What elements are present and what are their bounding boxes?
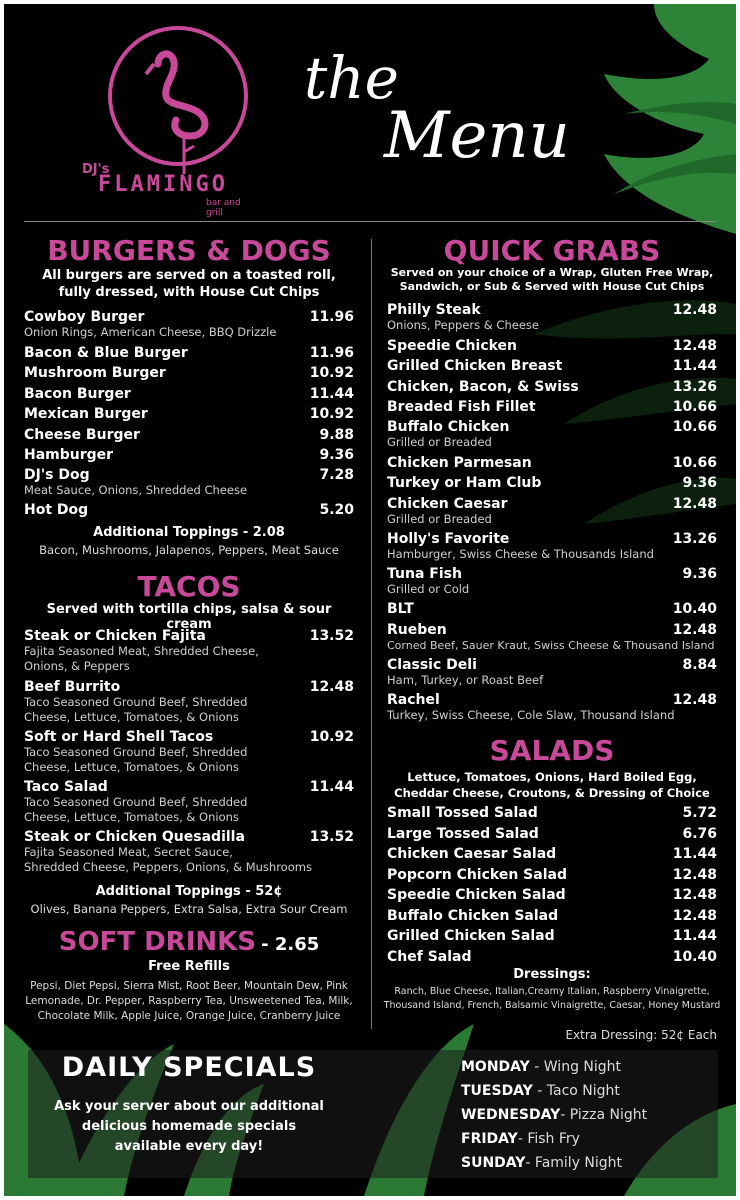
item-price: 10.92 — [309, 406, 354, 422]
item-name: Rachel — [387, 692, 440, 708]
item-name: Hot Dog — [24, 502, 89, 518]
burgers-subtitle-line2: fully dressed, with House Cut Chips — [58, 285, 320, 300]
item-price: 10.40 — [672, 601, 717, 617]
day-special: - Fish Fry — [517, 1131, 580, 1147]
item-price: 11.96 — [309, 309, 354, 325]
day-special: - Pizza Night — [560, 1107, 648, 1123]
day-name: SUNDAY — [461, 1155, 526, 1171]
menu-item — [387, 867, 717, 883]
item-name: Rueben — [387, 622, 447, 638]
item-price: 9.36 — [319, 447, 354, 463]
specials-days — [461, 1056, 721, 1176]
specials-line1: Ask your server about our additional — [54, 1099, 324, 1114]
item-name: Beef Burrito — [24, 679, 121, 695]
salads-title: SALADS — [489, 734, 615, 767]
drinks-list-line2: Lemonade, Dr. Pepper, Raspberry Tea, Unsweetened Tea, Milk, — [25, 995, 353, 1007]
item-name: Grilled Chicken Salad — [387, 928, 555, 944]
menu-item — [387, 379, 717, 395]
extra-dressing: Extra Dressing: 52¢ Each — [565, 1028, 717, 1042]
menu-item — [387, 887, 717, 903]
item-price: 13.52 — [309, 829, 354, 845]
item-price: 13.52 — [309, 628, 354, 644]
item-description: Fajita Seasoned Meat, Secret Sauce, — [24, 845, 233, 859]
item-description: Cheese, Lettuce, Tomatoes, & Onions — [24, 810, 239, 824]
item-name: Hamburger — [24, 447, 114, 463]
item-price: 11.44 — [309, 779, 354, 795]
right-column — [383, 232, 721, 1042]
specials-title: DAILY SPECIALS — [61, 1052, 317, 1083]
item-price: 12.48 — [309, 679, 354, 695]
item-price: 10.92 — [309, 365, 354, 381]
menu-item — [24, 365, 354, 381]
item-price: 11.44 — [672, 928, 717, 944]
item-name: Speedie Chicken Salad — [387, 887, 566, 903]
menu-item — [24, 406, 354, 422]
menu-item — [387, 805, 717, 821]
item-price: 11.44 — [672, 358, 717, 374]
menu-item — [387, 419, 717, 450]
item-name: Chicken, Bacon, & Swiss — [387, 379, 579, 395]
item-price: 13.26 — [672, 531, 717, 547]
menu-item — [387, 908, 717, 924]
item-price: 9.36 — [682, 475, 717, 491]
specials-left — [34, 1052, 344, 1157]
column-divider — [371, 239, 372, 1029]
drinks-list-line3: Chocolate Milk, Apple Juice, Orange Juice, Cranberry Juice — [37, 1010, 341, 1022]
day-row — [461, 1104, 721, 1128]
drinks-price: - 2.65 — [261, 934, 320, 955]
item-price: 7.28 — [319, 467, 354, 483]
item-price: 10.66 — [672, 455, 717, 471]
logo — [82, 24, 250, 218]
day-name: MONDAY — [461, 1059, 530, 1075]
drinks-list-line1: Pepsi, Diet Pepsi, Sierra Mist, Root Beer, Mountain Dew, Pink — [30, 980, 348, 992]
item-description: Cheese, Lettuce, Tomatoes, & Onions — [24, 760, 239, 774]
heading-menu: Menu — [384, 99, 570, 173]
menu-item — [24, 427, 354, 443]
item-price: 6.76 — [682, 826, 717, 842]
item-name: Bacon Burger — [24, 386, 131, 402]
menu-item — [387, 826, 717, 842]
drinks-heading — [24, 927, 354, 957]
menu-item — [24, 447, 354, 463]
item-name: Turkey or Ham Club — [387, 475, 542, 491]
item-description: Grilled or Breaded — [387, 512, 492, 526]
item-name: Mexican Burger — [24, 406, 148, 422]
menu-item — [387, 846, 717, 862]
item-price: 12.48 — [672, 302, 717, 318]
salads-subtitle-line1: Lettuce, Tomatoes, Onions, Hard Boiled Egg, — [407, 770, 697, 784]
day-row — [461, 1056, 721, 1080]
item-name: Breaded Fish Fillet — [387, 399, 536, 415]
day-row — [461, 1152, 721, 1176]
item-price: 12.48 — [672, 338, 717, 354]
menu-item — [387, 601, 717, 617]
menu-item — [24, 829, 354, 875]
item-price: 13.26 — [672, 379, 717, 395]
specials-line2: delicious homemade specials — [81, 1119, 297, 1134]
left-column — [24, 232, 354, 1032]
item-description: Cheese, Lettuce, Tomatoes, & Onions — [24, 710, 239, 724]
item-price: 12.48 — [672, 887, 717, 903]
item-name: Philly Steak — [387, 302, 481, 318]
menu-item — [387, 338, 717, 354]
item-description: Taco Seasoned Ground Beef, Shredded — [24, 695, 248, 709]
item-price: 11.96 — [309, 345, 354, 361]
menu-item — [387, 622, 717, 653]
menu-item — [387, 566, 717, 597]
item-description: Taco Seasoned Ground Beef, Shredded — [24, 745, 248, 759]
quick-subtitle-line1: Served on your choice of a Wrap, Gluten Free Wrap, — [390, 266, 714, 279]
item-description: Onion Rings, American Cheese, BBQ Drizzle — [24, 325, 277, 339]
item-name: Cheese Burger — [24, 427, 140, 443]
menu-item — [387, 455, 717, 471]
tacos-title: TACOS — [137, 570, 241, 603]
item-price: 11.44 — [672, 846, 717, 862]
item-description: Ham, Turkey, or Roast Beef — [387, 673, 544, 687]
item-description: Taco Seasoned Ground Beef, Shredded — [24, 795, 248, 809]
day-special: - Wing Night — [529, 1059, 622, 1075]
item-name: Chicken Parmesan — [387, 455, 532, 471]
day-name: WEDNESDAY — [461, 1107, 561, 1123]
quick-title: QUICK GRABS — [443, 234, 661, 267]
item-price: 9.36 — [682, 566, 717, 582]
item-name: Small Tossed Salad — [387, 805, 538, 821]
menu-item — [387, 531, 717, 562]
item-description: Onions, & Peppers — [24, 659, 130, 673]
flamingo-icon — [106, 24, 250, 174]
item-name: Bacon & Blue Burger — [24, 345, 188, 361]
item-description: Meat Sauce, Onions, Shredded Cheese — [24, 483, 248, 497]
item-name: Chicken Caesar Salad — [387, 846, 557, 862]
item-name: Large Tossed Salad — [387, 826, 539, 842]
item-description: Turkey, Swiss Cheese, Cole Slaw, Thousand Island — [387, 708, 675, 722]
day-special: - Taco Night — [532, 1083, 620, 1099]
dressings-line1: Ranch, Blue Cheese, Italian,Creamy Italian, Raspberry Vinaigrette, — [394, 986, 710, 997]
menu-item — [24, 628, 354, 674]
burgers-title: BURGERS & DOGS — [47, 234, 331, 267]
brand-name-line1: DJ's — [82, 162, 110, 177]
item-price: 11.44 — [309, 386, 354, 402]
menu-item — [24, 386, 354, 402]
menu-item — [24, 679, 354, 725]
burgers-toppings-list: Bacon, Mushrooms, Jalapenos, Peppers, Meat Sauce — [39, 543, 339, 557]
menu-item — [387, 657, 717, 688]
item-description: Shredded Cheese, Peppers, Onions, & Mushrooms — [24, 860, 312, 874]
item-name: Steak or Chicken Quesadilla — [24, 829, 245, 845]
item-name: Chicken Caesar — [387, 496, 508, 512]
item-name: Steak or Chicken Fajita — [24, 628, 206, 644]
menu-item — [387, 358, 717, 374]
menu-item — [387, 399, 717, 415]
item-price: 12.48 — [672, 908, 717, 924]
day-name: FRIDAY — [461, 1131, 518, 1147]
item-price: 9.88 — [319, 427, 354, 443]
menu-item — [387, 475, 717, 491]
item-name: DJ's Dog — [24, 467, 90, 483]
item-name: BLT — [387, 601, 414, 617]
menu-page — [4, 4, 736, 1196]
burgers-toppings-title: Additional Toppings - 2.08 — [93, 525, 285, 540]
item-price: 10.66 — [672, 419, 717, 435]
item-name: Buffalo Chicken — [387, 419, 510, 435]
item-name: Taco Salad — [24, 779, 108, 795]
item-name: Chef Salad — [387, 949, 472, 965]
menu-item — [387, 302, 717, 333]
item-name: Cowboy Burger — [24, 309, 145, 325]
quick-subtitle-line2: Sandwich, or Sub & Served with House Cut Chips — [399, 280, 705, 293]
item-price: 5.20 — [319, 502, 354, 518]
item-price: 10.40 — [672, 949, 717, 965]
item-name: Mushroom Burger — [24, 365, 166, 381]
dressings-title: Dressings: — [513, 967, 591, 982]
item-price: 12.48 — [672, 496, 717, 512]
item-name: Soft or Hard Shell Tacos — [24, 729, 214, 745]
item-name: Classic Deli — [387, 657, 477, 673]
item-name: Grilled Chicken Breast — [387, 358, 563, 374]
item-name: Buffalo Chicken Salad — [387, 908, 559, 924]
brand-name: FLAMINGO — [98, 172, 228, 197]
item-name: Popcorn Chicken Salad — [387, 867, 567, 883]
item-description: Corned Beef, Sauer Kraut, Swiss Cheese & Thousand Island — [387, 639, 715, 652]
menu-item — [24, 502, 354, 518]
item-name: Tuna Fish — [387, 566, 462, 582]
menu-item — [387, 496, 717, 527]
item-price: 12.48 — [672, 867, 717, 883]
specials-line3: available every day! — [114, 1139, 264, 1154]
menu-item — [24, 779, 354, 825]
tacos-toppings-list: Olives, Banana Peppers, Extra Salsa, Extra Sour Cream — [30, 902, 348, 916]
menu-item — [24, 729, 354, 775]
burgers-subtitle-line1: All burgers are served on a toasted roll, — [42, 268, 336, 283]
header-divider — [24, 221, 716, 222]
item-name: Speedie Chicken — [387, 338, 518, 354]
item-price: 12.48 — [672, 692, 717, 708]
menu-item — [387, 692, 717, 723]
item-description: Grilled or Cold — [387, 582, 470, 596]
item-description: Grilled or Breaded — [387, 435, 492, 449]
tacos-subtitle: Served with tortilla chips, salsa & sour cream — [46, 602, 332, 632]
item-description: Hamburger, Swiss Cheese & Thousands Island — [387, 547, 654, 561]
menu-item — [387, 949, 717, 965]
item-name: Holly's Favorite — [387, 531, 510, 547]
day-row — [461, 1128, 721, 1152]
brand-tagline: bar and grill — [206, 198, 241, 218]
day-special: - Family Night — [525, 1155, 623, 1171]
menu-item — [24, 345, 354, 361]
dressings-line2: Thousand Island, French, Balsamic Vinaigrette, Caesar, Honey Mustard — [383, 1000, 721, 1011]
menu-item — [24, 309, 354, 340]
tacos-toppings-title: Additional Toppings - 52¢ — [95, 884, 283, 899]
menu-item — [387, 928, 717, 944]
menu-item — [24, 467, 354, 498]
item-price: 8.84 — [682, 657, 717, 673]
item-price: 12.48 — [672, 622, 717, 638]
heading-the: the — [304, 44, 399, 112]
salads-subtitle-line2: Cheddar Cheese, Croutons, & Dressing of Choice — [394, 786, 710, 800]
drinks-subtitle: Free Refills — [148, 959, 230, 974]
item-price: 10.92 — [309, 729, 354, 745]
item-price: 5.72 — [682, 805, 717, 821]
day-row — [461, 1080, 721, 1104]
item-price: 10.66 — [672, 399, 717, 415]
item-description: Fajita Seasoned Meat, Shredded Cheese, — [24, 644, 259, 658]
day-name: TUESDAY — [461, 1083, 533, 1099]
item-description: Onions, Peppers & Cheese — [387, 318, 539, 332]
drinks-title: SOFT DRINKS — [58, 927, 257, 957]
